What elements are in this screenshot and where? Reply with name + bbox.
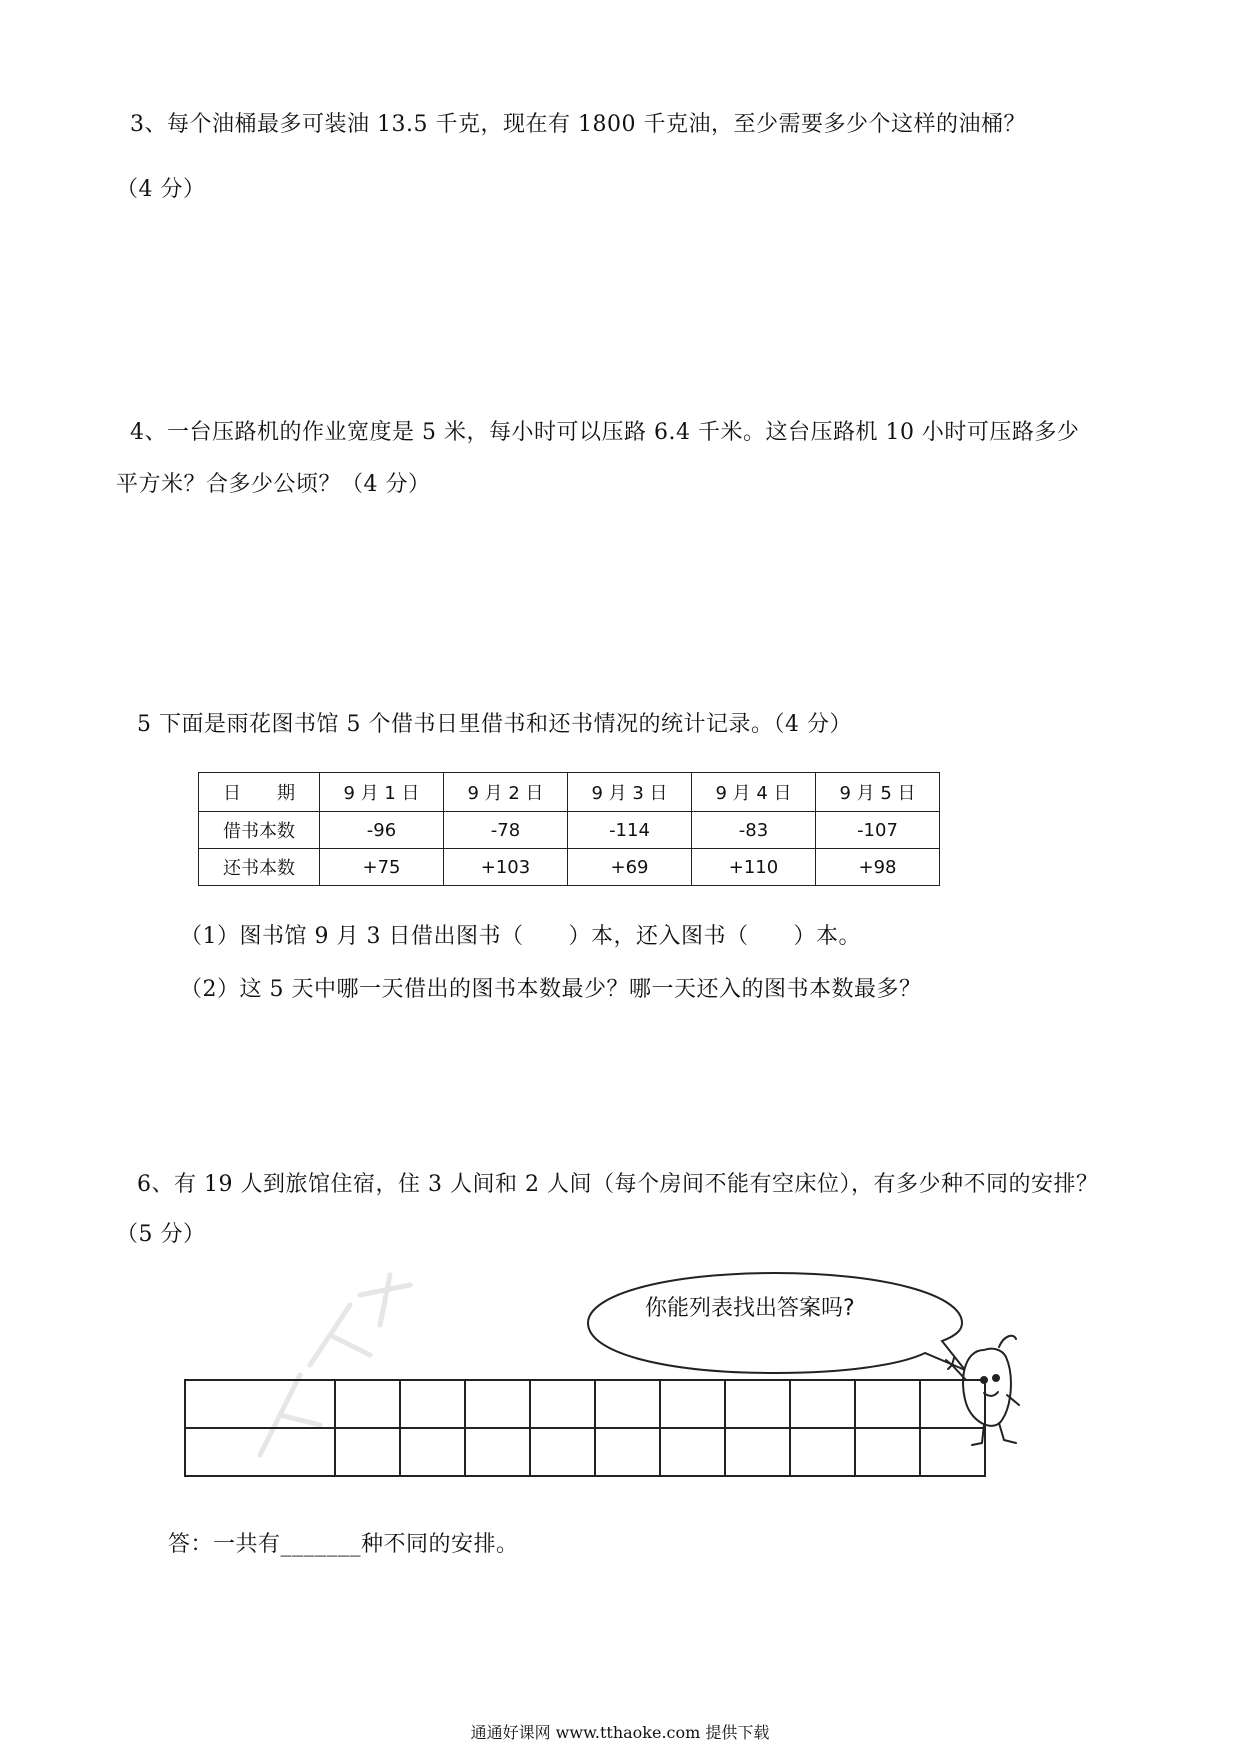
table-cell: -83 xyxy=(692,812,816,849)
q3-line2: （4 分） xyxy=(116,177,206,202)
grid-cell xyxy=(790,1428,855,1476)
grid-cell xyxy=(335,1380,400,1428)
grid-cell xyxy=(920,1428,985,1476)
table-header-cell: 9 月 3 日 xyxy=(568,773,692,812)
q6-line1: 6、有 19 人到旅馆住宿，住 3 人间和 2 人间（每个房间不能有空床位），有多少种不同的安排？ xyxy=(137,1172,1099,1197)
q5-intro: 5 下面是雨花图书馆 5 个借书日里借书和还书情况的统计记录。（4 分） xyxy=(137,712,852,737)
grid-cell xyxy=(185,1380,335,1428)
table-cell: -107 xyxy=(816,812,940,849)
grid-cell xyxy=(465,1380,530,1428)
table-header-cell: 9 月 2 日 xyxy=(444,773,568,812)
table-header-cell: 日 期 xyxy=(199,773,320,812)
grid-cell xyxy=(660,1428,725,1476)
q4-line2: 平方米？合多少公顷？（4 分） xyxy=(116,472,431,497)
grid-cell xyxy=(335,1428,400,1476)
grid-cell xyxy=(185,1428,335,1476)
grid-cell xyxy=(530,1428,595,1476)
table-cell: -114 xyxy=(568,812,692,849)
grid-cell xyxy=(855,1428,920,1476)
q4-line1: 4、一台压路机的作业宽度是 5 米，每小时可以压路 6.4 千米。这台压路机 10 小时可压路多少 xyxy=(130,420,1080,445)
table-cell: -96 xyxy=(320,812,444,849)
page-footer: 通通好课网 www.tthaoke.com 提供下载 xyxy=(470,1723,770,1742)
q6-line2: （5 分） xyxy=(116,1222,206,1247)
q5-sub1: （1）图书馆 9 月 3 日借出图书（ ）本，还入图书（ ）本。 xyxy=(180,924,861,949)
table-cell: +75 xyxy=(320,849,444,886)
grid-cell xyxy=(595,1380,660,1428)
library-table xyxy=(198,772,940,886)
table-row xyxy=(199,849,940,886)
table-cell: 借书本数 xyxy=(199,812,320,849)
table-row xyxy=(199,812,940,849)
table-header-cell: 9 月 4 日 xyxy=(692,773,816,812)
grid-cell xyxy=(725,1380,790,1428)
table-cell: +110 xyxy=(692,849,816,886)
table-header-cell: 9 月 1 日 xyxy=(320,773,444,812)
grid-row xyxy=(185,1428,985,1476)
grid-cell xyxy=(530,1380,595,1428)
answer-grid xyxy=(184,1379,986,1477)
speech-bubble-text: 你能列表找出答案吗? xyxy=(645,1296,855,1321)
table-header-cell: 9 月 5 日 xyxy=(816,773,940,812)
table-cell: 还书本数 xyxy=(199,849,320,886)
grid-cell xyxy=(595,1428,660,1476)
table-cell: +98 xyxy=(816,849,940,886)
q3-line1: 3、每个油桶最多可装油 13.5 千克，现在有 1800 千克油，至少需要多少个这样的油桶？ xyxy=(130,112,1026,137)
grid-cell xyxy=(465,1428,530,1476)
table-cell: +69 xyxy=(568,849,692,886)
grid-cell xyxy=(660,1380,725,1428)
grid-cell xyxy=(920,1380,985,1428)
grid-cell xyxy=(725,1428,790,1476)
q6-answer: 答：一共有_______种不同的安排。 xyxy=(168,1532,519,1557)
grid-cell xyxy=(400,1428,465,1476)
grid-cell xyxy=(400,1380,465,1428)
q5-sub2: （2）这 5 天中哪一天借出的图书本数最少？哪一天还入的图书本数最多？ xyxy=(180,977,922,1002)
table-cell: -78 xyxy=(444,812,568,849)
grid-row xyxy=(185,1380,985,1428)
grid-cell xyxy=(790,1380,855,1428)
grid-cell xyxy=(855,1380,920,1428)
table-cell: +103 xyxy=(444,849,568,886)
speech-bubble xyxy=(580,1265,970,1385)
table-row xyxy=(199,773,940,812)
